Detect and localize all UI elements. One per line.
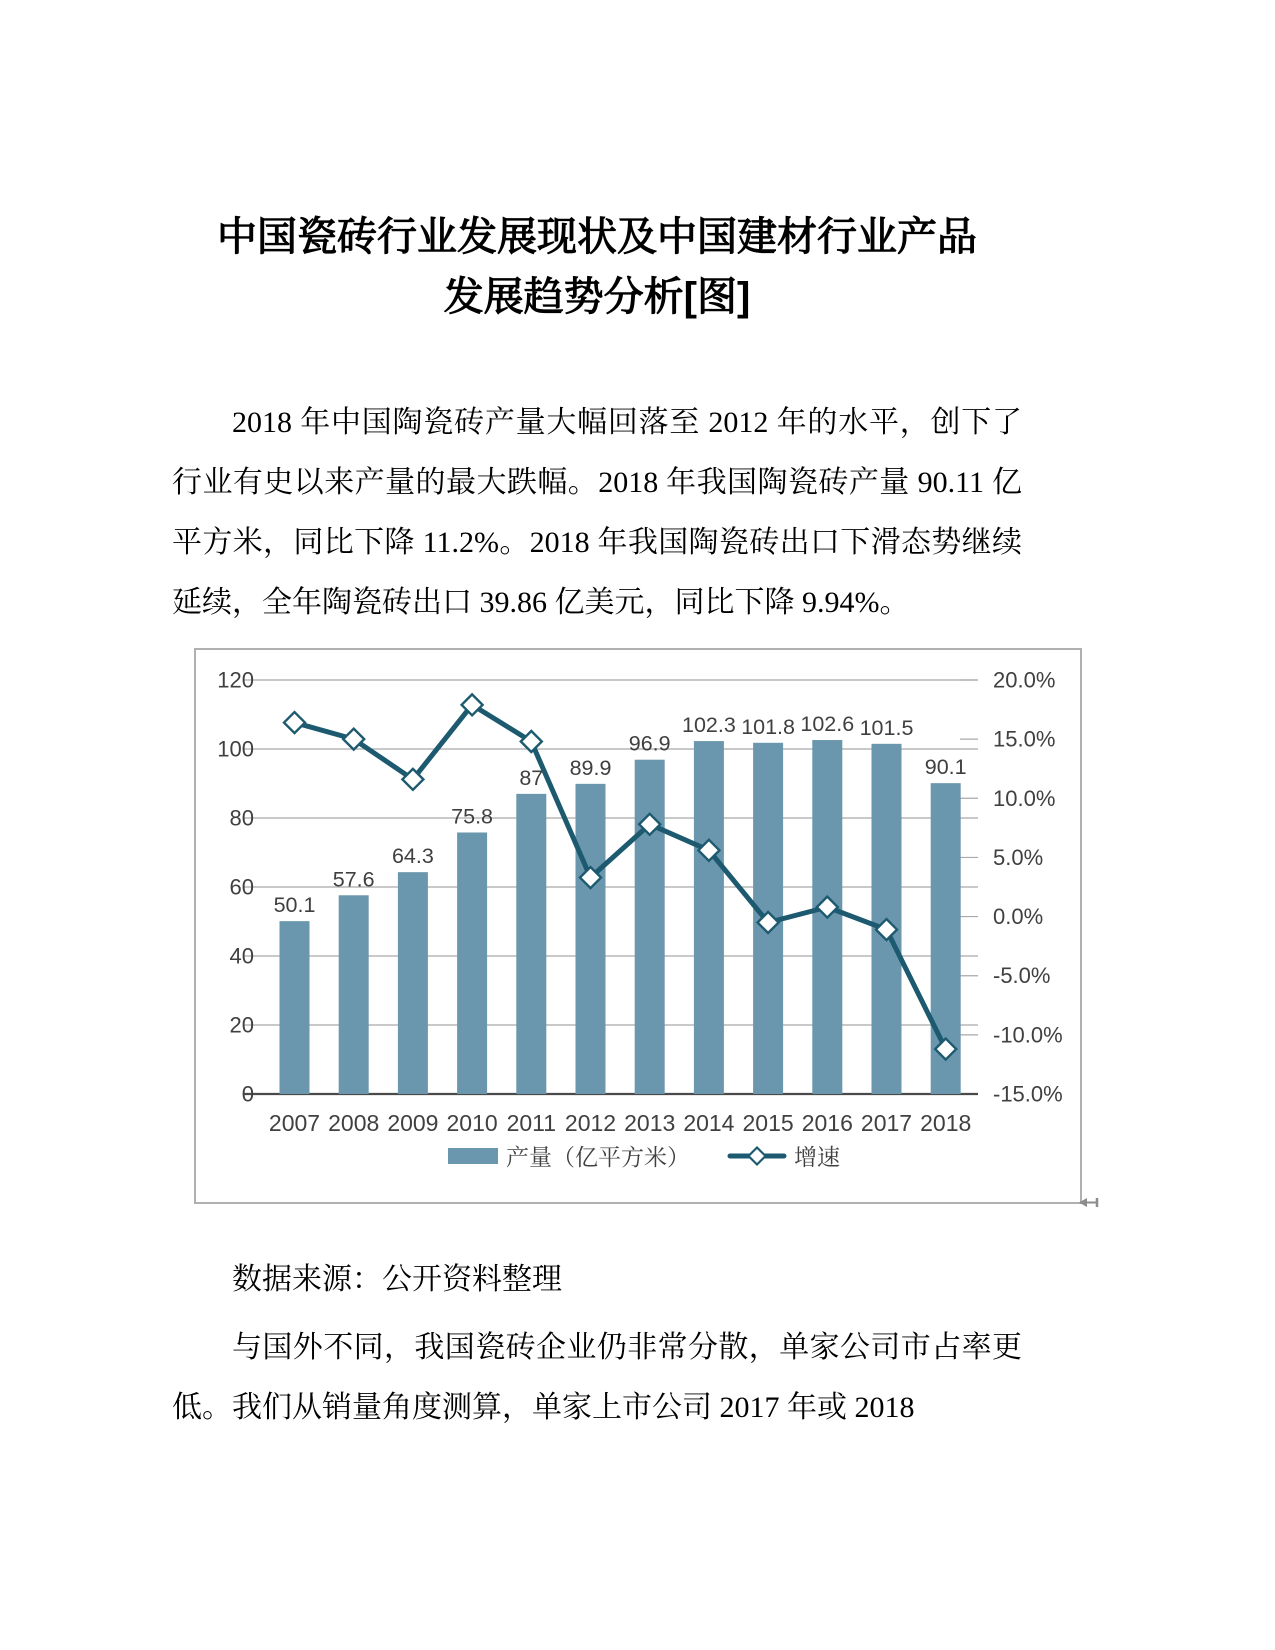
svg-text:20: 20 [229,1012,254,1038]
svg-text:2012: 2012 [564,1110,617,1136]
svg-text:2008: 2008 [328,1110,380,1136]
chart-bar-value-labels [274,712,967,917]
svg-text:2014: 2014 [683,1110,735,1136]
paragraph-market: 与国外不同，我国瓷砖企业仍非常分散，单家公司市占率更低。我们从销量角度测算，单家上市公司 2017 年或 2018 [172,1331,1022,1424]
svg-text:5.0%: 5.0% [993,844,1044,870]
svg-text:90.1: 90.1 [924,755,967,780]
svg-text:0: 0 [241,1081,254,1107]
article-title-line-1: 中国瓷砖行业发展现状及中国建材行业产品 [217,215,977,259]
svg-text:101.8: 101.8 [741,714,796,739]
svg-text:2018: 2018 [920,1110,972,1136]
svg-text:2016: 2016 [801,1110,853,1136]
svg-text:100: 100 [217,736,254,762]
svg-text:2011: 2011 [506,1110,557,1136]
chart-legend [448,1144,840,1170]
svg-text:10.0%: 10.0% [993,785,1056,811]
svg-text:50.1: 50.1 [273,893,316,918]
svg-text:-5.0%: -5.0% [993,963,1051,989]
chart-figure [194,648,1082,1204]
svg-text:75.8: 75.8 [451,804,494,829]
article-content [172,0,1063,1438]
svg-text:120: 120 [217,667,254,693]
svg-text:15.0%: 15.0% [993,726,1056,752]
legend-diamond-marker [749,1148,766,1165]
svg-text:40: 40 [229,943,254,969]
svg-text:89.9: 89.9 [569,755,612,780]
svg-text:2017: 2017 [860,1110,913,1136]
svg-text:57.6: 57.6 [332,867,375,892]
production-growth-chart [196,650,1080,1202]
svg-text:87: 87 [519,765,544,790]
svg-text:2007: 2007 [268,1110,321,1136]
chart-x-axis-labels [269,1110,971,1136]
svg-text:102.3: 102.3 [681,713,736,738]
article-title [172,207,1022,327]
chart-left-axis-labels [217,668,254,1107]
legend-line-label: 增速 [794,1144,840,1170]
paragraph-intro: 2018 年中国陶瓷砖产量大幅回落至 2012 年的水平，创下了行业有史以来产量的最大跌幅。2018 年我国陶瓷砖产量 90.11 亿平方米，同比下降 11.2%。2018 年我国陶瓷砖出口下滑态势继续延续，全年陶瓷砖出口 39.86 亿美元，同比下降 9.94%。 [172,406,1022,619]
svg-text:0.0%: 0.0% [993,904,1044,930]
svg-text:2015: 2015 [742,1110,794,1136]
svg-text:2013: 2013 [624,1110,676,1136]
resize-handle-icon [1076,1194,1100,1211]
svg-text:96.9: 96.9 [628,731,671,756]
svg-text:20.0%: 20.0% [993,667,1056,693]
svg-text:102.6: 102.6 [800,712,855,737]
svg-text:80: 80 [229,805,254,831]
legend-bar-label: 产量（亿平方米） [506,1144,690,1170]
svg-text:64.3: 64.3 [391,844,434,869]
svg-text:60: 60 [229,874,254,900]
svg-text:-15.0%: -15.0% [993,1081,1063,1107]
data-source-line: 数据来源：公开资料整理 [232,1263,562,1296]
svg-text:-10.0%: -10.0% [993,1022,1063,1048]
chart-right-axis-labels [993,668,1063,1107]
svg-text:2010: 2010 [446,1110,498,1136]
article-title-line-2: 发展趋势分析[图] [443,275,751,319]
svg-text:101.5: 101.5 [859,715,914,740]
svg-text:2009: 2009 [387,1110,439,1136]
legend-bar-swatch [448,1148,498,1164]
